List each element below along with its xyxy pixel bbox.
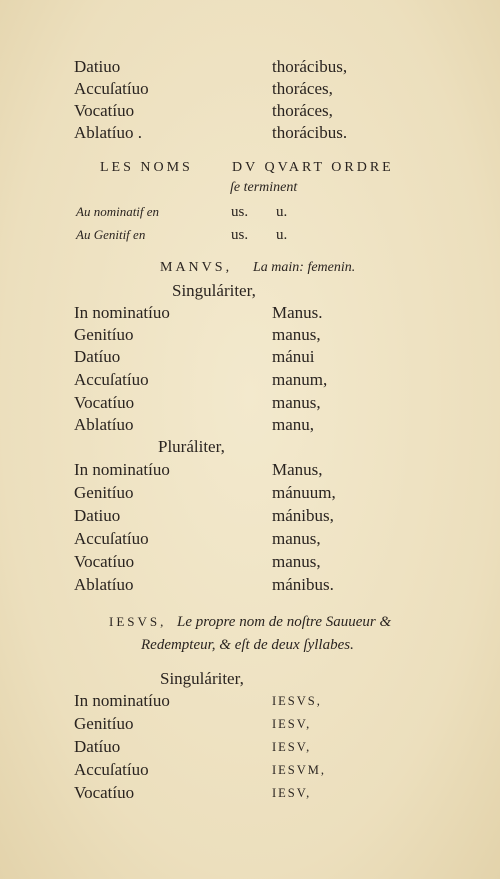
ending-b: u. <box>276 227 288 243</box>
section-heading <box>0 157 500 179</box>
case-form: manus, <box>272 529 321 548</box>
case-form: manum, <box>272 370 328 389</box>
declension-row <box>0 369 500 391</box>
declension-row <box>0 736 500 758</box>
declension-row <box>0 56 500 78</box>
declension-row <box>0 459 500 481</box>
case-form: Manus, <box>272 460 323 479</box>
case-form: IESVS, <box>272 694 322 708</box>
heading-right: DV QVART ORDRE <box>232 160 394 175</box>
declension-row <box>0 482 500 504</box>
heading-left: LES NOMS <box>100 160 193 175</box>
case-form: thoráces, <box>272 79 333 98</box>
case-form: manus, <box>272 552 321 571</box>
case-form: thoráces, <box>272 101 333 120</box>
number-label: Singuláriter, <box>172 281 256 300</box>
case-form: thorácibus. <box>272 123 348 142</box>
case-label: Datiuo <box>74 506 121 525</box>
ending-a: us. <box>231 204 249 220</box>
case-form: IESV, <box>272 717 312 731</box>
case-label: Genitíuo <box>74 714 134 733</box>
case-label: In nominatíuo <box>74 303 170 322</box>
word-title <box>0 257 500 279</box>
case-label: Vocatíuo <box>74 101 135 120</box>
case-label: Genitíuo <box>74 483 134 502</box>
declension-row <box>0 690 500 712</box>
case-form: mánui <box>272 347 315 366</box>
number-label: Singuláriter, <box>160 669 244 688</box>
ending-label: Au nominatif en <box>76 204 160 219</box>
case-label: Datíuo <box>74 737 121 756</box>
case-label: In nominatíuo <box>74 691 170 710</box>
ending-row <box>0 201 500 223</box>
case-label: Datíuo <box>74 347 121 366</box>
case-label: Datiuo <box>74 57 121 76</box>
declension-row <box>0 528 500 550</box>
number-label: Pluráliter, <box>158 437 225 456</box>
case-label: Accuſatíuo <box>74 529 149 548</box>
declension-row <box>0 324 500 346</box>
case-form: thorácibus, <box>272 57 348 76</box>
case-label: Genitíuo <box>74 325 134 344</box>
word-title-gloss: La main: femenin. <box>253 260 356 275</box>
declension-row <box>0 392 500 414</box>
ending-label: Au Genitif en <box>76 227 146 242</box>
case-form: IESV, <box>272 740 312 754</box>
word-title-gloss-2: Redempteur, & eſt de deux ſyllabes. <box>141 637 354 653</box>
case-form: manus, <box>272 393 321 412</box>
declension-row <box>0 302 500 324</box>
case-form: mánibus, <box>272 506 334 525</box>
declension-row <box>0 574 500 596</box>
ending-row <box>0 224 500 246</box>
case-form: IESV, <box>272 786 312 800</box>
declension-row <box>0 551 500 573</box>
case-form: manu, <box>272 415 315 434</box>
word-title <box>0 611 500 633</box>
word-title-caps: IESVS, <box>109 614 167 629</box>
declension-row <box>0 122 500 144</box>
case-form: mánibus. <box>272 575 334 594</box>
case-label: Vocatíuo <box>74 393 135 412</box>
case-form: manus, <box>272 325 321 344</box>
heading-subline: ſe terminent <box>230 180 298 195</box>
case-label: In nominatíuo <box>74 460 170 479</box>
case-label: Accuſatíuo <box>74 370 149 389</box>
case-label: Accuſatíuo <box>74 760 149 779</box>
case-label: Ablatíuo <box>74 415 134 434</box>
case-label: Vocatíuo <box>74 783 135 802</box>
declension-row <box>0 782 500 804</box>
case-form: Manus. <box>272 303 323 322</box>
ending-b: u. <box>276 204 288 220</box>
case-label: Accuſatíuo <box>74 79 149 98</box>
case-form: mánuum, <box>272 483 336 502</box>
word-title-caps: MANVS, <box>160 260 233 275</box>
case-label: Ablatíuo . <box>74 123 142 142</box>
word-title-gloss: Le propre nom de noſtre Sauueur & <box>177 614 392 630</box>
case-form: IESVM, <box>272 763 327 777</box>
declension-row <box>0 414 500 436</box>
declension-row <box>0 713 500 735</box>
case-label: Vocatíuo <box>74 552 135 571</box>
declension-row <box>0 78 500 100</box>
declension-row <box>0 505 500 527</box>
declension-row <box>0 346 500 368</box>
ending-a: us. <box>231 227 249 243</box>
declension-row <box>0 100 500 122</box>
declension-row <box>0 759 500 781</box>
case-label: Ablatíuo <box>74 575 134 594</box>
